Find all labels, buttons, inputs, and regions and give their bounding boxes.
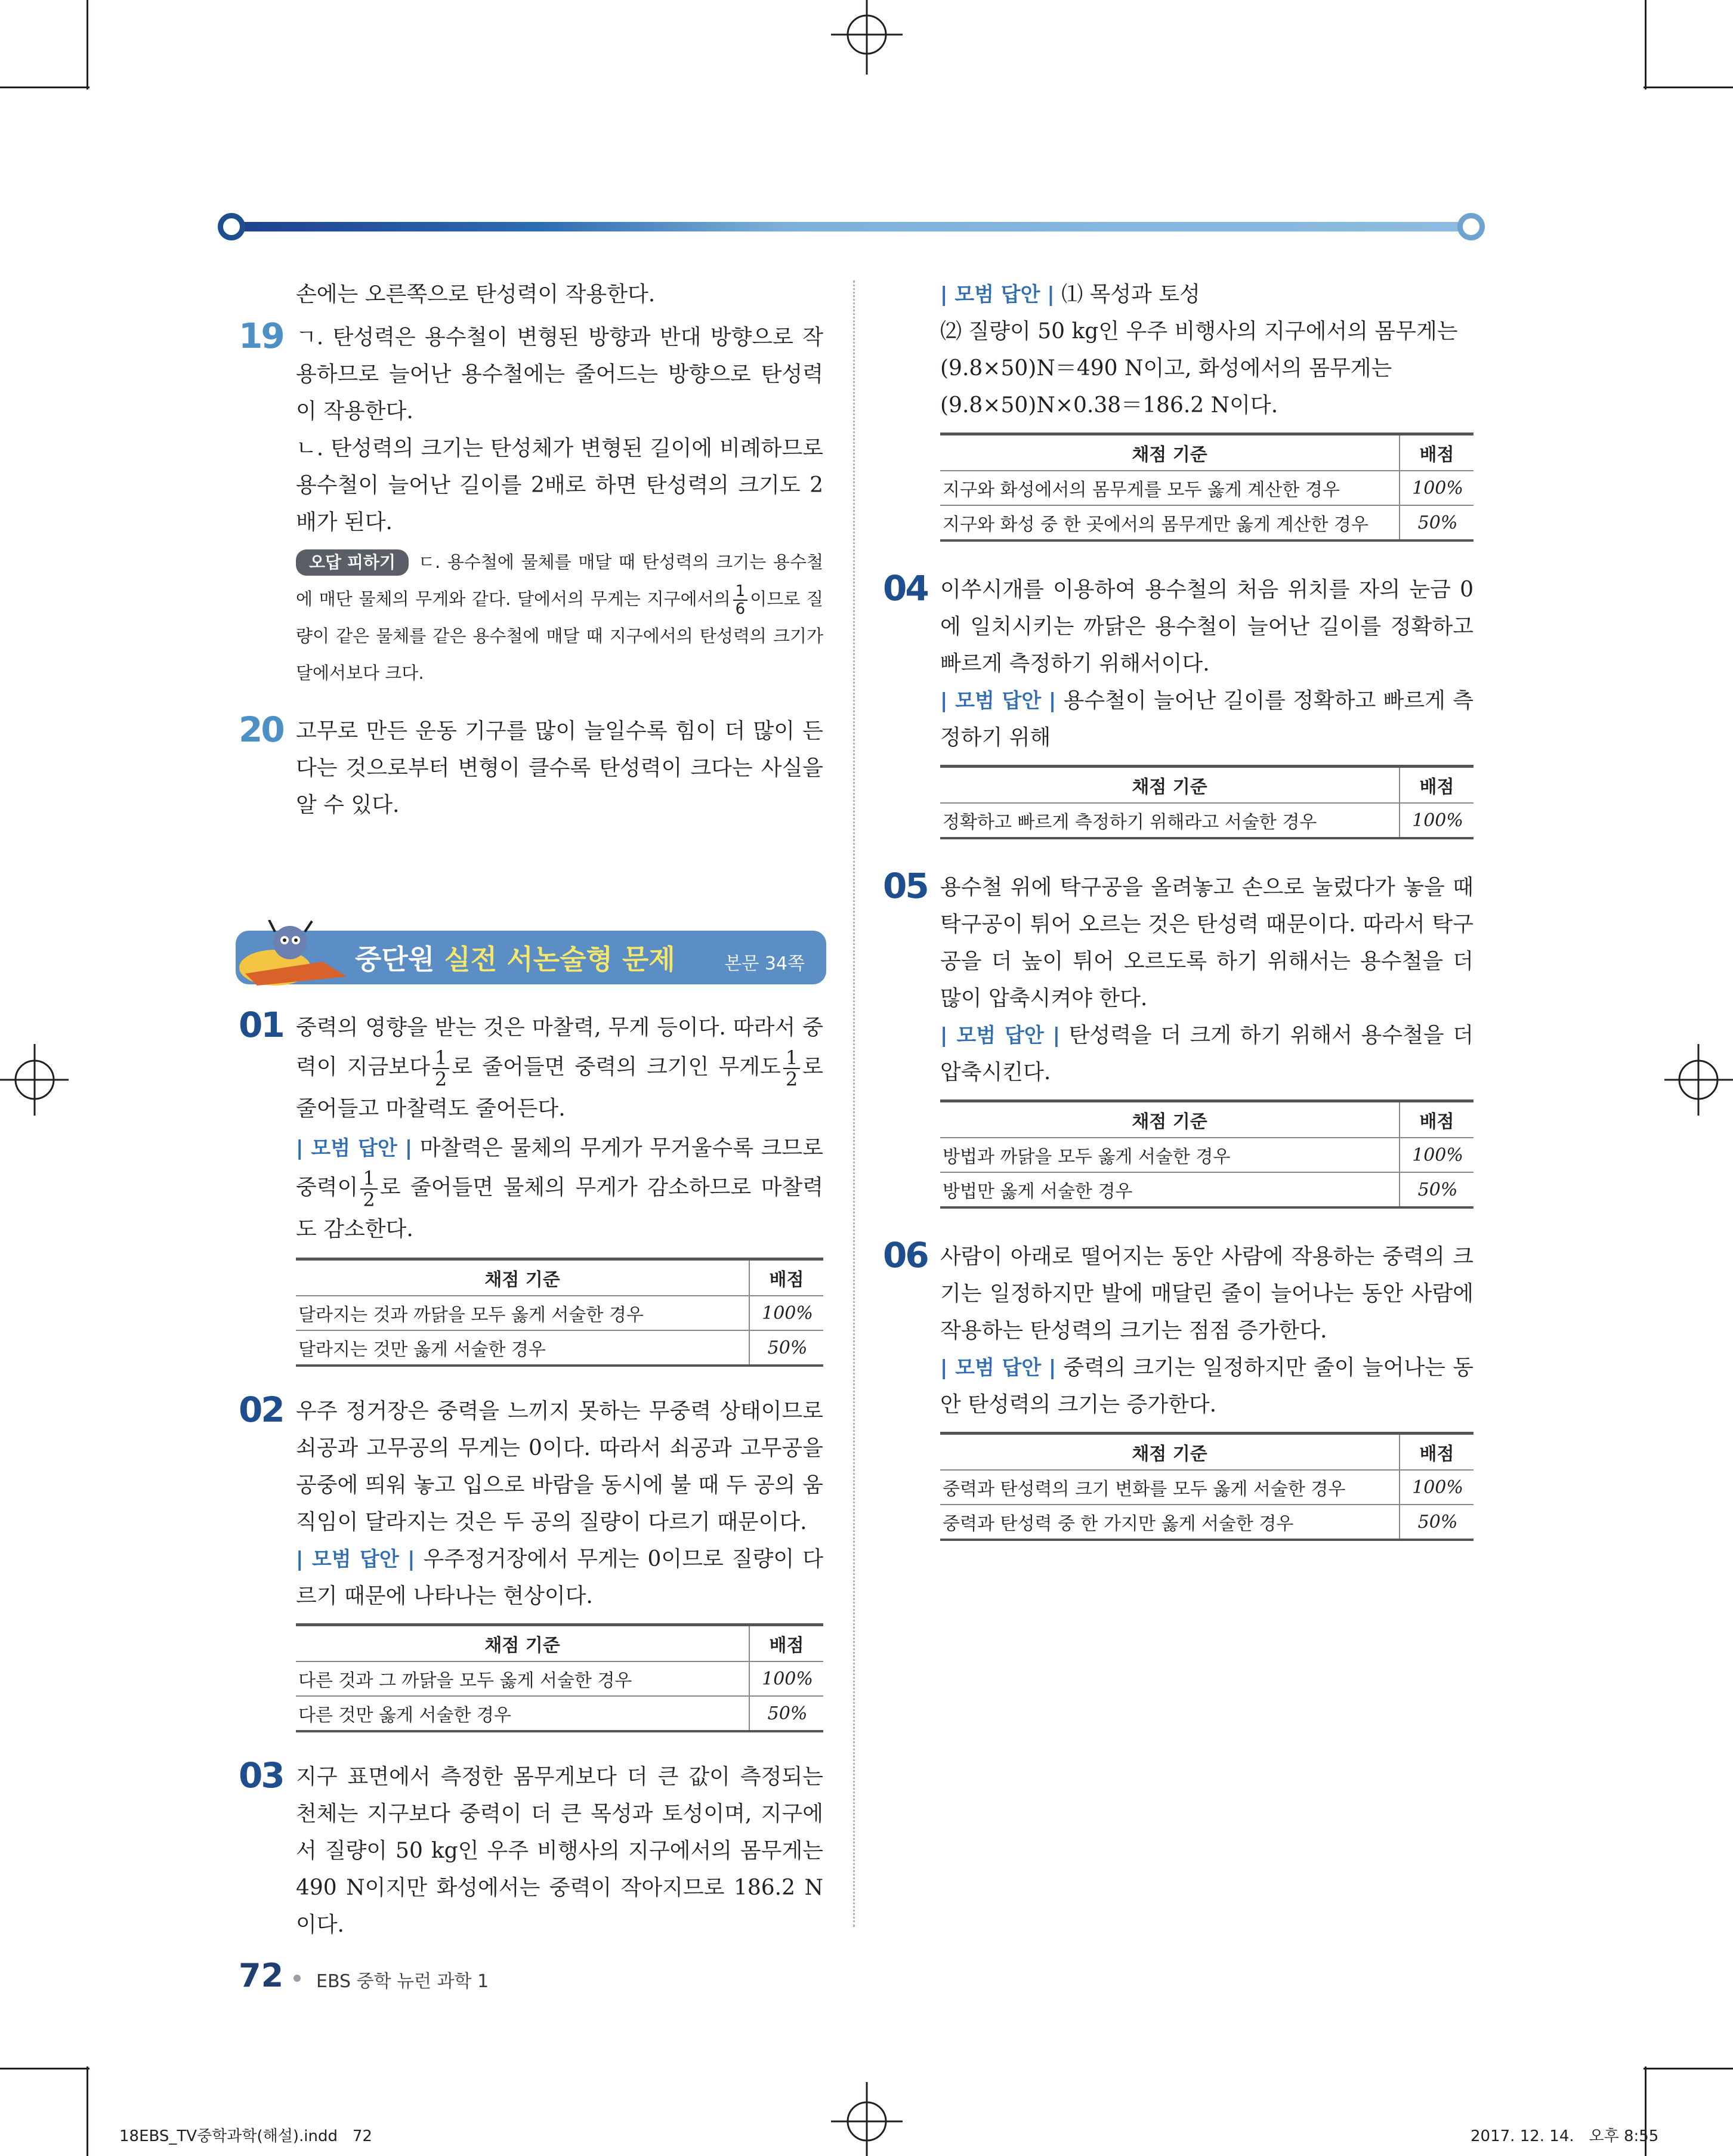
table-row: 다른 것과 그 까닭을 모두 옳게 서술한 경우 100%: [296, 1661, 823, 1696]
registration-mark-icon: [828, 0, 906, 78]
footer-bullet: [294, 1975, 301, 1982]
criteria-header: 채점 기준: [940, 434, 1400, 471]
left-column: [239, 276, 823, 824]
answer-text: ㄴ. 탄성력의 크기는 탄성체가 변형된 길이에 비례하므로 용수철이 늘어난 길이를 2배로 하면 탄성력의 크기도 2배가 된다.: [296, 436, 823, 535]
column-divider: [853, 280, 855, 1927]
question-05: [883, 866, 1473, 1209]
score-header: 배점: [749, 1259, 823, 1296]
book-title: EBS 중학 뉴런 과학 1: [316, 1971, 489, 1992]
crop-mark: [1644, 2068, 1733, 2069]
model-answer: | 모범 답안 | 마찰력은 물체의 무게가 무거울수록 크므로 중력이 $\frac{1}{2}$ 로 줄어들면 물체의 무게가 감소하므로 마찰력도 감소한다.: [296, 1136, 823, 1241]
model-answer: | 모범 답안 | 우주정거장에서 무게는 0이므로 질량이 다르기 때문에 나타나는 현상이다.: [296, 1547, 823, 1608]
file-info: 18EBS_TV중학과학(해설).indd 72: [119, 2127, 372, 2145]
page-number: 72: [239, 1957, 284, 1994]
question-number: 06: [883, 1235, 928, 1275]
criteria-header: 채점 기준: [940, 1434, 1400, 1471]
header-bar-dot: [218, 213, 245, 240]
note-text: 이므로 질량이 같은 물체를 같은 용수철에 매달 때 지구에서의 탄성력의 크기가 달에서보다 크다.: [296, 589, 823, 683]
table-row: 방법만 옳게 서술한 경우 50%: [940, 1172, 1473, 1207]
question-19: [239, 316, 823, 691]
registration-mark-icon: [0, 1041, 72, 1119]
answer-text: 지구 표면에서 측정한 몸무게보다 더 큰 값이 측정되는 천체는 지구보다 중력이 더 큰 목성과 토성이며, 지구에서 질량이 50 kg인 우주 비행사의 지구에서의 몸무게는 490 N이지만 화성에서는 중력이 작아지므로 186.2 N이다.: [296, 1765, 823, 1937]
left-column-lower: [239, 1005, 823, 1944]
crop-mark: [87, 2067, 88, 2156]
fraction: $\frac{1}{6}$: [733, 583, 748, 617]
crop-mark: [0, 2068, 89, 2069]
note-text: ㄷ. 용수철에 물체를 매달 때 탄성력의 크기는 용수철에 매단 물체의 무게와 같다. 달에서의 무게는 지구에서의: [296, 552, 823, 609]
scoring-table: [883, 1099, 1473, 1209]
answer-text: 이쑤시개를 이용하여 용수철의 처음 위치를 자의 눈금 0에 일치시키는 까닭은 용수철이 늘어난 길이를 정확하고 빠르게 측정하기 위해서이다.: [940, 577, 1473, 676]
scoring-table: [883, 765, 1473, 839]
criteria-header: 채점 기준: [296, 1259, 749, 1296]
header-bar: [221, 222, 1479, 231]
question-06: [883, 1235, 1473, 1541]
question-number: 03: [239, 1755, 283, 1796]
answer-text: 우주 정거장은 중력을 느끼지 못하는 무중력 상태이므로 쇠공과 고무공의 무게는 0이다. 따라서 쇠공과 고무공을 공중에 띄워 놓고 입으로 바람을 동시에 불 때 두 공의 움직임이 달라지는 것은 두 공의 질량이 다르기 때문이다.: [296, 1399, 823, 1534]
right-column: [883, 276, 1473, 1541]
table-row: 중력과 탄성력의 크기 변화를 모두 옳게 서술한 경우 100%: [940, 1470, 1473, 1505]
registration-mark-icon: [828, 2082, 906, 2156]
header-bar-dot: [1457, 213, 1485, 240]
question-01: [239, 1005, 823, 1367]
q03-model-answer: | 모범 답안 | ⑴ 목성과 토성 ⑵ 질량이 50 kg인 우주 비행사의 지구에서의 몸무게는 (9.8×50)N＝490 N이고, 화성에서의 몸무게는 (9.8×50)N×0.38＝186.2 N이다. 채점 기준 배점 지구와 화성에서의 몸무게를 모두 옳게 계산한 경우 100% 지구와 화성 중 한 곳에서의 몸무게만 옳게 계산한 경우 50%: [883, 276, 1473, 542]
question-number: 04: [883, 568, 928, 609]
fraction: $\frac{1}{2}$: [783, 1048, 800, 1089]
criteria-header: 채점 기준: [940, 767, 1400, 804]
crop-mark: [87, 0, 88, 89]
answer-text: 중력의 영향을 받는 것은 마찰력, 무게 등이다. 따라서 중력이 지금보다 $\frac{1}{2}$ 로 줄어들면 중력의 크기인 무게도 $\frac{1}{2}$ 로 줄어들고 마찰력도 줄어든다.: [296, 1015, 823, 1121]
wrong-answer-badge: 오답 피하기: [296, 549, 409, 576]
banner-page-ref: 본문 34쪽: [724, 953, 805, 974]
question-03: [239, 1755, 823, 1944]
model-answer: | 모범 답안 | 용수철이 늘어난 길이를 정확하고 빠르게 측정하기 위해: [940, 688, 1473, 750]
scoring-table: [940, 433, 1473, 542]
fraction: $\frac{1}{2}$: [360, 1168, 377, 1210]
question-number: 05: [883, 866, 928, 906]
table-row: 지구와 화성 중 한 곳에서의 몸무게만 옳게 계산한 경우 50%: [940, 505, 1473, 540]
registration-mark-icon: [1661, 1041, 1733, 1119]
fraction: $\frac{1}{2}$: [433, 1048, 449, 1089]
question-number: 02: [239, 1389, 283, 1430]
crop-mark: [1645, 0, 1646, 89]
table-row: 정확하고 빠르게 측정하기 위해라고 서술한 경우 100%: [940, 803, 1473, 838]
answer-text: 사람이 아래로 떨어지는 동안 사람에 작용하는 중력의 크기는 일정하지만 발에 매달린 줄이 늘어나는 동안 사람에 작용하는 탄성력의 크기는 점점 증가한다.: [940, 1244, 1473, 1343]
banner-title: 중단원 실전 서논술형 문제: [355, 943, 675, 975]
score-header: 배점: [1400, 1434, 1473, 1471]
print-date: 2017. 12. 14. 오후 8:55: [1471, 2127, 1659, 2145]
criteria-header: 채점 기준: [940, 1101, 1400, 1138]
question-04: [883, 568, 1473, 839]
criteria-header: 채점 기준: [296, 1625, 749, 1662]
answer-text: ㄱ. 탄성력은 용수철이 변형된 방향과 반대 방향으로 작용하므로 늘어난 용수철에는 줄어드는 방향으로 탄성력이 작용한다.: [296, 325, 823, 424]
question-number: 19: [239, 316, 283, 356]
question-02: [239, 1389, 823, 1732]
table-row: 지구와 화성에서의 몸무게를 모두 옳게 계산한 경우 100%: [940, 471, 1473, 505]
question-number: 01: [239, 1005, 283, 1045]
question-20: [239, 709, 823, 824]
table-row: 방법과 까닭을 모두 옳게 서술한 경우 100%: [940, 1138, 1473, 1172]
scoring-table: [239, 1623, 823, 1732]
scoring-table: [239, 1258, 823, 1367]
section-banner: [236, 931, 826, 984]
score-header: 배점: [1400, 767, 1473, 804]
score-header: 배점: [1400, 1101, 1473, 1138]
crop-mark: [0, 87, 89, 88]
answer-text: 고무로 만든 운동 기구를 많이 늘일수록 힘이 더 많이 든다는 것으로부터 변형이 클수록 탄성력이 크다는 사실을 알 수 있다.: [296, 719, 823, 817]
score-header: 배점: [1400, 434, 1473, 471]
crop-mark: [1644, 87, 1733, 88]
model-answer: | 모범 답안 | 탄성력을 더 크게 하기 위해서 용수철을 더 압축시킨다.: [940, 1023, 1473, 1085]
scoring-table: [883, 1432, 1473, 1541]
table-row: 달라지는 것만 옳게 서술한 경우 50%: [296, 1330, 823, 1366]
question-number: 20: [239, 709, 283, 750]
score-header: 배점: [749, 1625, 823, 1662]
mascot-icon: [233, 920, 353, 991]
model-answer: | 모범 답안 | 중력의 크기는 일정하지만 줄이 늘어나는 동안 탄성력의 크기는 증가한다.: [940, 1355, 1473, 1417]
table-row: 달라지는 것과 까닭을 모두 옳게 서술한 경우 100%: [296, 1296, 823, 1330]
answer-text: 용수철 위에 탁구공을 올려놓고 손으로 눌렀다가 놓을 때 탁구공이 튀어 오르는 것은 탄성력 때문이다. 따라서 탁구공을 더 높이 튀어 오르도록 하기 위해서는 용수철을 더 많이 압축시켜야 한다.: [940, 875, 1473, 1011]
wrong-answer-note: [239, 543, 823, 691]
continuation-text: 손에는 오른쪽으로 탄성력이 작용한다.: [296, 282, 656, 307]
table-row: 다른 것만 옳게 서술한 경우 50%: [296, 1696, 823, 1731]
table-row: 중력과 탄성력 중 한 가지만 옳게 서술한 경우 50%: [940, 1505, 1473, 1540]
